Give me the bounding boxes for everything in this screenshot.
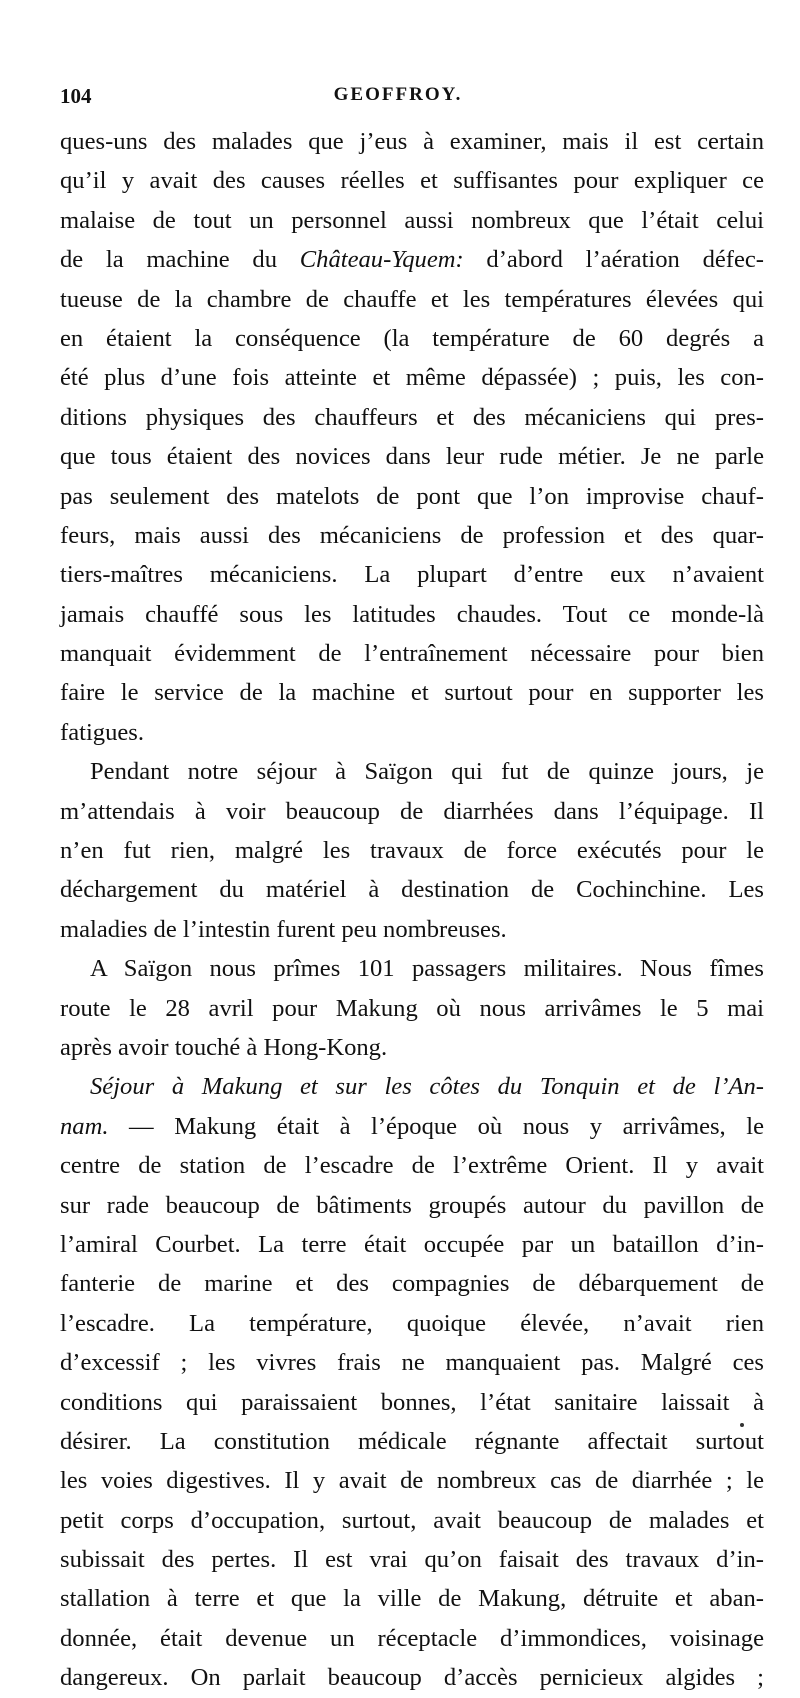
- italic-run: nam.: [60, 1112, 109, 1140]
- text-line: [60, 673, 764, 712]
- text-run: maladies de l’intestin furent peu nombreuses.: [60, 915, 507, 943]
- text-line: [60, 1225, 764, 1264]
- text-line: [60, 634, 764, 673]
- text-line: [60, 240, 764, 279]
- text-run: pas seulement des matelots de pont que l’on improvise chauf-: [60, 482, 764, 510]
- text-run: conditions qui paraissaient bonnes, l’état sanitaire laissait à: [60, 1388, 764, 1416]
- text-line: [60, 516, 764, 555]
- italic-run: Château-Yquem:: [299, 246, 464, 274]
- text-run: qu’il y avait des causes réelles et suffisantes pour expliquer ce: [60, 167, 764, 195]
- text-line: [60, 1501, 764, 1540]
- text-run: tiers-maîtres mécaniciens. La plupart d’entre eux n’avaient: [60, 561, 764, 589]
- text-line: [60, 358, 764, 397]
- text-line: [60, 1658, 764, 1697]
- text-line: [60, 792, 764, 831]
- text-line: [60, 555, 764, 594]
- text-line: [60, 1107, 764, 1146]
- text-run: sur rade beaucoup de bâtiments groupés autour du pavillon de: [60, 1191, 764, 1219]
- text-line: [60, 201, 764, 240]
- text-run: m’attendais à voir beaucoup de diarrhées dans l’équipage. Il: [60, 797, 764, 825]
- text-line: [60, 831, 764, 870]
- text-line: [60, 398, 764, 437]
- text-run: en étaient la conséquence (la température de 60 degrés a: [60, 324, 764, 352]
- text-line: [60, 1540, 764, 1579]
- text-line: [60, 1304, 764, 1343]
- text-line: [60, 595, 764, 634]
- text-line: [60, 1461, 764, 1500]
- text-run: d’abord l’aération défec-: [463, 246, 764, 274]
- text-run: déchargement du matériel à destination de Cochinchine. Les: [60, 876, 764, 904]
- body-text: [60, 122, 764, 1698]
- text-line: [60, 910, 764, 949]
- text-line: [60, 477, 764, 516]
- text-line: [60, 1186, 764, 1225]
- text-line: [60, 1146, 764, 1185]
- text-run: petit corps d’occupation, surtout, avait beaucoup de malades et: [60, 1506, 764, 1534]
- text-line: [60, 1067, 764, 1106]
- text-run: l’escadre. La température, quoique élevée, n’avait rien: [60, 1309, 764, 1337]
- text-line: [60, 280, 764, 319]
- text-line: [60, 161, 764, 200]
- text-line: [60, 437, 764, 476]
- text-line: [60, 1343, 764, 1382]
- text-run: A Saïgon nous prîmes 101 passagers militaires. Nous fîmes: [90, 955, 764, 983]
- text-run: d’excessif ; les vivres frais ne manquaient pas. Malgré ces: [60, 1349, 764, 1377]
- text-line: [60, 122, 764, 161]
- text-run: après avoir touché à Hong-Kong.: [60, 1033, 388, 1061]
- text-run: centre de station de l’escadre de l’extrême Orient. Il y avait: [60, 1152, 764, 1180]
- text-line: [60, 1579, 764, 1618]
- text-line: [60, 713, 764, 752]
- text-run: fanterie de marine et des compagnies de débarquement de: [60, 1270, 764, 1298]
- text-line: [60, 1422, 764, 1461]
- text-line: [60, 870, 764, 909]
- text-line: [60, 1028, 764, 1067]
- text-run: les voies digestives. Il y avait de nombreux cas de diarrhée ; le: [60, 1467, 764, 1495]
- text-run: feurs, mais aussi des mécaniciens de profession et des quar-: [60, 521, 764, 549]
- text-run: désirer. La constitution médicale régnante affectait surtout: [60, 1427, 764, 1455]
- text-run: fatigues.: [60, 718, 145, 746]
- text-run: de la machine du: [60, 246, 300, 274]
- text-run: stallation à terre et que la ville de Makung, détruite et aban-: [60, 1585, 764, 1613]
- text-run: ques-uns des malades que j’eus à examiner, mais il est certain: [60, 128, 764, 155]
- text-run: route le 28 avril pour Makung où nous arrivâmes le 5 mai: [60, 994, 764, 1022]
- text-run: faire le service de la machine et surtout pour en supporter les: [60, 679, 764, 707]
- italic-run: Séjour à Makung et sur les côtes du Tonquin et de l’An-: [90, 1073, 764, 1101]
- text-run: malaise de tout un personnel aussi nombreux que l’était celui: [60, 206, 764, 234]
- text-run: donnée, était devenue un réceptacle d’immondices, voisinage: [60, 1624, 764, 1652]
- page-header: [60, 84, 736, 114]
- text-run: subissait des pertes. Il est vrai qu’on faisait des travaux d’in-: [60, 1546, 764, 1574]
- text-line: [60, 752, 764, 791]
- text-run: manquait évidemment de l’entraînement nécessaire pour bien: [60, 640, 764, 668]
- text-line: [60, 1619, 764, 1658]
- text-line: [60, 949, 764, 988]
- text-run: jamais chauffé sous les latitudes chaudes. Tout ce monde-là: [60, 600, 764, 628]
- page-number: 104: [60, 84, 92, 108]
- text-line: [60, 1264, 764, 1303]
- text-run: dangereux. On parlait beaucoup d’accès pernicieux algides ;: [60, 1664, 764, 1692]
- text-run: l’amiral Courbet. La terre était occupée par un bataillon d’in-: [60, 1230, 764, 1258]
- text-run: n’en fut rien, malgré les travaux de force exécutés pour le: [60, 837, 764, 865]
- text-run: ditions physiques des chauffeurs et des mécaniciens qui pres-: [60, 403, 764, 431]
- text-line: [60, 989, 764, 1028]
- text-run: que tous étaient des novices dans leur rude métier. Je ne parle: [60, 443, 764, 471]
- text-run: tueuse de la chambre de chauffe et les températures élevées qui: [60, 285, 764, 313]
- running-head: GEOFFROY.: [333, 84, 463, 105]
- text-run: — Makung était à l’époque où nous y arrivâmes, le: [108, 1112, 764, 1140]
- text-run: été plus d’une fois atteinte et même dépassée) ; puis, les con-: [60, 364, 764, 392]
- text-line: [60, 1383, 764, 1422]
- text-line: [60, 319, 764, 358]
- speck-mark: [740, 1423, 744, 1427]
- text-run: Pendant notre séjour à Saïgon qui fut de quinze jours, je: [90, 758, 764, 786]
